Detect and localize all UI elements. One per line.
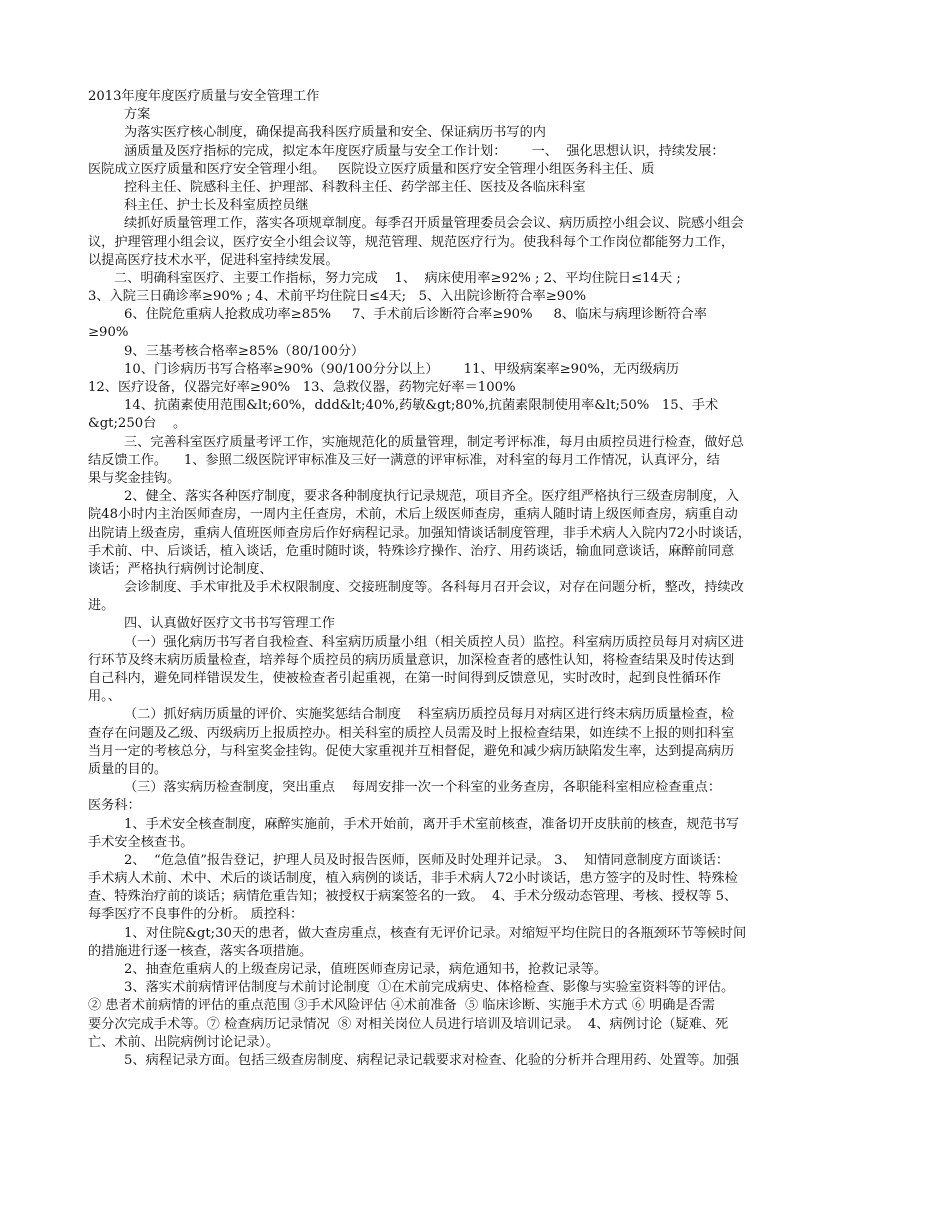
- text-line: 12、医疗设备，仪器完好率≥90% 13、急救仪器，药物完好率＝100%: [88, 380, 516, 395]
- text-line: 查、特殊治疗前的谈话；病情危重告知；被授权于病案签名的一致。 4、手术分级动态管理、考核、授权等 5、: [88, 889, 738, 905]
- text-line: （一）强化病历书写者自我检查、科室病历质量小组（相关质控人员）监控。科室病历质控员每月对病区进: [124, 634, 744, 650]
- text-line: 医务科：: [88, 798, 141, 814]
- text-line: 出院请上级查房，重病人值班医师查房后作好病程记录。加强知情谈话制度管理，非手术病人入院内72小时谈话，: [88, 525, 751, 541]
- text-line: 的措施进行逐一核查，落实各项措施。: [88, 943, 313, 959]
- text-line: 9、三基考核合格率≥85%（80/100分）: [124, 343, 365, 359]
- text-line: 14、抗菌素使用范围&lt;60%，ddd&lt;40%,药敏&gt;80%,抗菌素限制使用率&lt;50% 15、手术: [124, 398, 719, 414]
- text-line: 1、手术安全核查制度，麻醉实施前，手术开始前，离开手术室前核查，准备切开皮肤前的核查，规范书写: [124, 816, 740, 832]
- text-line: 要分次完成手术等。⑦ 检查病历记录情况 ⑧ 对相关岗位人员进行培训及培训记录。 4、病例讨论（疑难、死: [88, 1016, 729, 1032]
- text-line: 用。、: [88, 689, 121, 705]
- text-line: 自己科内，避免同样错误发生，使被检查者引起重视，在第一时间得到反馈意见，实时改时，起到良性循环作: [88, 671, 721, 686]
- text-line: 方案: [124, 107, 151, 123]
- text-line: 为落实医疗核心制度，确保提高我科医疗质量和安全、保证病历书写的内: [124, 125, 546, 141]
- text-line: 2、健全、落实各种医疗制度，要求各种制度执行记录规范，项目齐全。医疗组严格执行三级查房制度，入: [124, 489, 740, 505]
- text-line: 2、 “危急值”报告登记，护理人员及时报告医师，医师及时处理并记录。 3、 知情同意制度方面谈话：: [124, 852, 730, 868]
- text-line: 当月一定的考核总分，与科室奖金挂钩。促使大家重视并互相督促，避免和减少病历缺陷发生率，达到提高病历: [88, 743, 735, 759]
- text-line: 3、入院三日确诊率≥90% ; 4、术前平均住院日≤4天; 5、入出院诊断符合率≥90%: [88, 289, 587, 305]
- text-line: 会诊制度、手术审批及手术权限制度、交接班制度等。各科每月召开会议，对存在问题分析，整改，持续改: [124, 580, 744, 596]
- text-line: 2013年度年度医疗质量与安全管理工作: [88, 89, 320, 104]
- text-line: 手术前、中、后谈话，植入谈话，危重时随时谈，特殊诊疗操作、治疗、用药谈话，输血同意谈话，麻醉前同意: [88, 543, 735, 559]
- text-line: 续抓好质量管理工作，落实各项规章制度。每季召开质量管理委员会会议、病历质控小组会议、院感小组会: [124, 216, 744, 232]
- text-line: ≥90%: [88, 325, 129, 341]
- text-line: 控科主任、院感科主任、护理部、科教科主任、药学部主任、医技及各临床科室: [124, 179, 586, 195]
- text-line: 查存在问题及乙级、丙级病历上报质控办。相关科室的质控人员需及时上报检查结果，如连续不上报的则扣科室: [88, 725, 735, 741]
- text-line: 进。: [88, 598, 115, 614]
- text-line: 四、认真做好医疗文书书写管理工作: [124, 616, 335, 632]
- text-line: （三）落实病历检查制度，突出重点 每周安排一次一个科室的业务查房，各职能科室相应检查重点：: [124, 780, 722, 796]
- text-line: 涵质量及医疗指标的完成，拟定本年度医疗质量与安全工作计划： 一、 强化思想认识，持续发展：: [124, 143, 725, 159]
- text-line: 科主任、护士长及科室质控员继: [124, 198, 309, 214]
- text-line: 1、对住院&gt;30天的患者，做大查房重点，核查有无评价记录。对缩短平均住院日的各瓶颈环节等候时间: [124, 925, 747, 941]
- text-line: 医院成立医疗质量和医疗安全管理小组。 医院设立医疗质量和医疗安全管理小组医务科主任、质: [88, 161, 655, 177]
- text-line: 议，护理管理小组会议，医疗安全小组会议等，规范管理、规范医疗行为。使我科每个工作岗位都能努力工作，: [88, 234, 735, 250]
- text-line: 结反馈工作。 1、参照二级医院评审标准及三好一满意的评审标准，对科室的每月工作情况，认真评分，结: [88, 452, 720, 468]
- text-line: 行环节及终末病历质量检查，培养每个质控员的病历质量意识，加深检查者的感性认知，将检查结果及时传达到: [88, 652, 735, 668]
- text-line: &gt;250台 。: [88, 416, 187, 432]
- text-line: 手术病人术前、术中、术后的谈话制度，植入病例的谈话，非手术病人72小时谈话，患方签字的及时性、特殊检: [88, 871, 738, 887]
- text-line: 10、门诊病历书写合格率≥90%（90/100分分以上） 11、甲级病案率≥90%，无丙级病历: [124, 361, 680, 377]
- text-line: 谈话；严格执行病例讨论制度、: [88, 561, 273, 577]
- document-body: [88, 88, 864, 1070]
- text-line: 3、落实术前病情评估制度与术前讨论制度 ①在术前完成病史、体格检查、影像与实验室资料等的评估。: [124, 980, 735, 996]
- text-line: 质量的目的。: [88, 761, 168, 777]
- text-line: 2、抽查危重病人的上级查房记录，值班医师查房记录，病危通知书，抢救记录等。: [124, 962, 608, 977]
- text-line: 院48小时内主治医师查房，一周内主任查房，术前，术后上级医师查房，重病人随时请上级医师查房，病重自动: [88, 507, 738, 523]
- text-line: 亡、术前、出院病例讨论记录）。: [88, 1034, 280, 1050]
- text-line: （二）抓好病历质量的评价、实施奖惩结合制度 科室病历质控员每月对病区进行终末病历质量检查，检: [124, 707, 735, 723]
- text-line: 每季医疗不良事件的分析。 质控科：: [88, 907, 304, 923]
- text-line: 以提高医疗技术水平，促进科室持续发展。: [88, 252, 339, 268]
- text-line: 二、明确科室医疗、主要工作指标，努力完成 1、 病床使用率≥92% ; 2、平均住院日≤14天 ;: [114, 270, 681, 286]
- text-line: 6、住院危重病人抢救成功率≥85% 7、手术前后诊断符合率≥90% 8、临床与病理诊断符合率: [124, 307, 707, 323]
- text-line: ② 患者术前病情的评估的重点范围 ③手术风险评估 ④术前准备 ⑤ 临床诊断、实施手术方式 ⑥ 明确是否需: [88, 998, 715, 1014]
- text-line: 手术安全核查书。: [88, 834, 194, 850]
- text-line: 三、完善科室医疗质量考评工作，实施规范化的质量管理，制定考评标准，每月由质控员进行检查，做好总: [124, 434, 744, 450]
- text-line: 5、病程记录方面。包括三级查房制度、病程记录记载要求对检查、化验的分析并合理用药、处置等。加强: [124, 1052, 740, 1068]
- text-line: 果与奖金挂钩。: [88, 470, 181, 486]
